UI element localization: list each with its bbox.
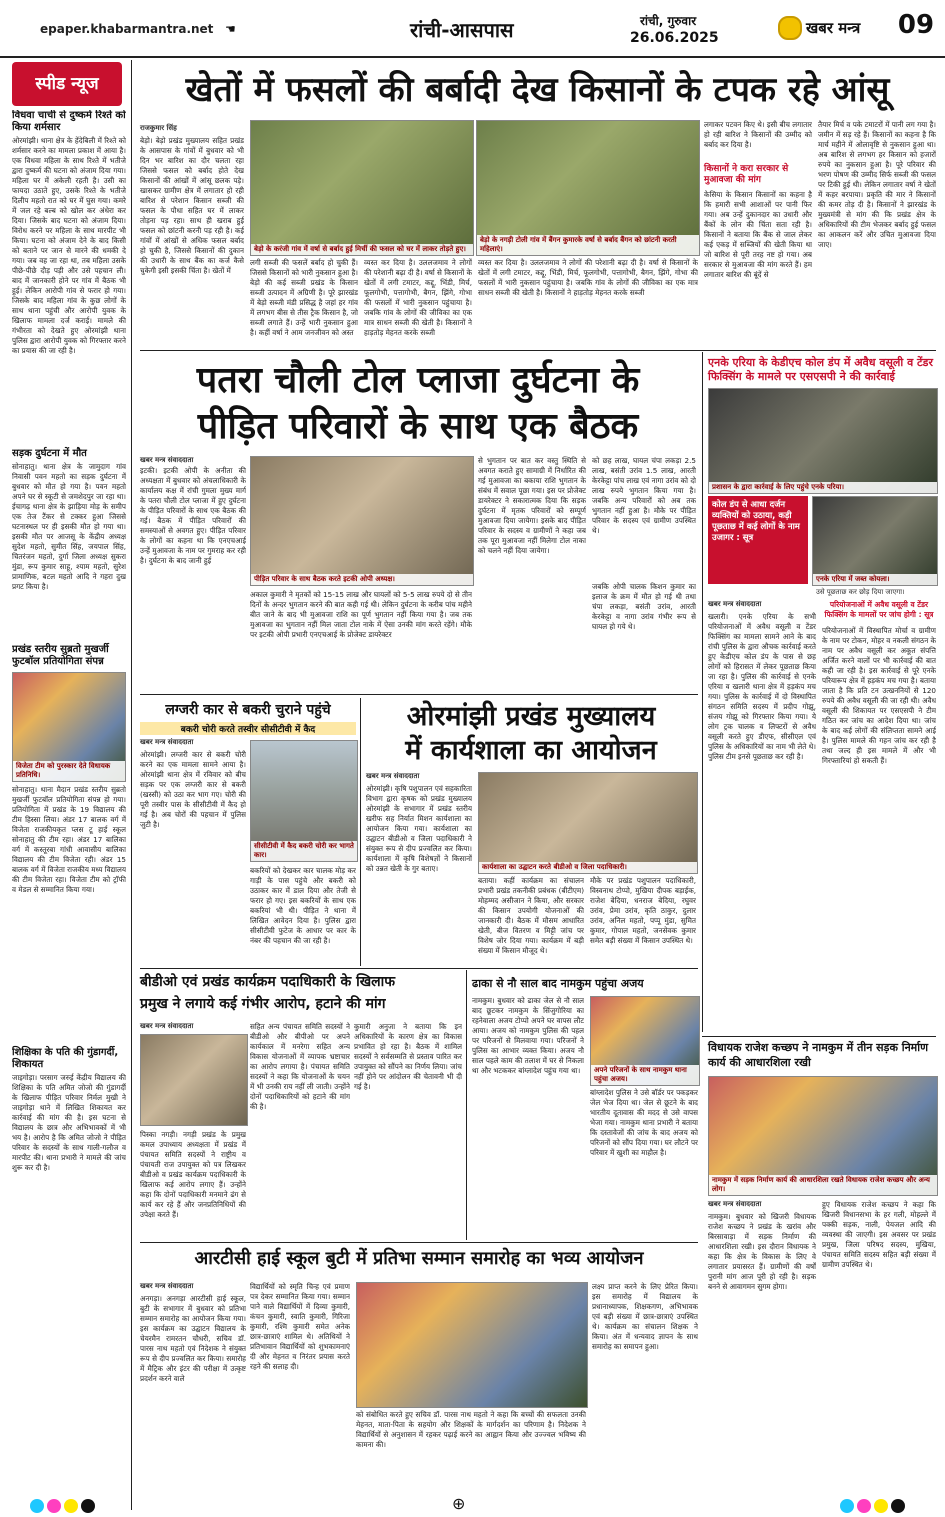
car-col1: ओरमांझी। लग्जरी कार से बकरी चोरी करने का एक मामला सामने आया है। ओरमांझी थाना क्षेत्र में रविवार को बीच सड़क पर एक लग्जरी कार से बकरी (खस्सी) को उठा कर भाग गए। चोरी की पूरी तस्वीर पास के सीसीटीवी में कैद हो गई है। अब चोरों की पहचान में पुलिस जुटी है। <box>140 750 246 829</box>
sidebar-story2-body: सोनाहातु। थाना क्षेत्र के जामुदाग गांव निवासी पवन महतो का सड़क दुर्घटना में बुधवार को मौत हो गया है। पवन महतो अपने घर से स्कूटी से जमशेदपुर जा रहा था। ईचागढ़ थाना क्षेत्र के झाड़िया मोड़ के समीप एक तेज टैंकर से टक्कर हुआ जिससे घटनास्थल पर ही इसकी मौत हो गया था। इसकी मौत पर आजसू के केंद्रीय अध्यक्ष सुदेश महतो, सुमीत सिंह, जयपाल सिंह, चितरंजन महतो, दुर्गा जिला अध्यक्ष सुकरा मुंडा, रूप कुमार साहू, श्याम महतो, सुरेश प्रामाणिक, बटल महतो आदि ने गहरा दुख प्रगट किया है। <box>12 462 126 591</box>
block-office-photo <box>140 1034 248 1126</box>
cctv-photo-caption: सीसीटीवी में कैद बकरी चोरी कर भागते कार। <box>251 841 357 861</box>
school-col4: लक्ष्य प्राप्त करने के लिए प्रेरित किया। इस समारोह में विद्यालय के प्रधानाध्यापक, शिक्षकगण, अभिभावक एवं बड़ी संख्या में छात्र-छात्राएं उपस्थित थे। कार्यक्रम का संचालन शिक्षक ने किया। अंत में धन्यवाद ज्ञापन के साथ समारोह का समापन हुआ। <box>592 1282 698 1351</box>
issue-date: 26.06.2025 <box>630 30 719 46</box>
bdo-headline-line2: प्रमुख ने लगाये कई गंभीर आरोप, हटाने की मांग <box>140 996 386 1012</box>
car-subhead: बकरी चोरी करते तस्वीर सीसीटीवी में कैद <box>140 722 356 735</box>
foundation-photo-caption: नामकुम में सड़क निर्माण कार्य की आधारशिला रखते विधायक राजेश कच्छप और अन्य लोग। <box>709 1175 937 1195</box>
coal-left-rule <box>702 352 703 1032</box>
toll-col4: को छह लाख, घायल चंपा लकड़ा 2.5 लाख, बसंती उरांव 1.5 लाख, आरती केरकेट्टा पांच लाख एवं नागा उरांव को दो लाख रुपये भुगतान किया गया है। जबकि अन्य परिवारों को अब तक भुगतान नहीं हुआ है। मौके पर पीड़ित परिवार के सदस्य एवं ग्रामीण उपस्थित थे। <box>592 456 696 535</box>
toll-headline-line2: पीड़ित परिवारों के साथ एक बैठक <box>197 406 639 447</box>
car-right-rule <box>360 698 361 966</box>
award-ceremony-photo <box>356 1282 588 1408</box>
coal-highlight-box <box>708 496 808 584</box>
brand-name: खबर मन्त्र <box>806 19 861 37</box>
sidebar-story4-body: जाइगोड़ा। परसाग जरुई केंद्रीय विद्यालय की शिक्षिका के पति अमित जोजो की गुंडागर्दी के खिलाफ पीड़ित परिवार निर्मल मुखी ने जाइगोड़ा थाने में लिखित शिकायत कर कार्रवाई की मांग की है। इस घटना से विद्यालय के छात्र और अभिभावकों में भी भय है। आरोप है कि अमित जोजो ने पीड़ित परिवार के सदस्यों के साथ गाली-गलौज व मारपीट की। थाना प्रभारी ने मामले की जांच शुरू कर दी है। <box>12 1073 126 1172</box>
crosshair-icon: ⊕ <box>452 1494 466 1513</box>
car-col2: बकरियों को देखकर कार चालक मोड़ कर गाड़ी के पास पहुंचे और बकरी को उठाकर कार में डाल दिया और तेजी से फरार हो गए। इस बकरियों के साथ एक बकरियां भी थी। पीड़ित ने थाना में लिखित आवेदन दिया है। पुलिस द्वारा सीसीटीवी फुटेज के आधार पर कार के नंबर की पहचान की जा रही है। <box>250 866 356 945</box>
bdo-col2: सहित अन्य पंचायत समिति सदस्यों ने बीडीओ और बीपीओ पर अपने कार्यकाल में मनरेगा सहित अन्य विकास योजनाओं में व्यापक भ्रष्टाचार का आरोप लगाया है। पंचायत समिति सदस्यों ने कहा कि योजनाओं के चयन में भी उनकी राय नहीं ली जाती। उन्होंने दोनों पदाधिकारियों को हटाने की मांग की है। <box>250 1022 350 1111</box>
coal-col1: खलारी। एनके एरिया के सभी परियोजनाओं में अवैध वसूली व टेंडर फिक्सिंग का मामला सामने आने के बाद रांची पुलिस के द्वारा औचक कार्रवाई करते हुए केडीएच कोल डंप के पास से छह लोगों को हिरासत में लेकर पूछताछ किया जा रहा है। पुलिस की कार्रवाई से एनके एरिया व खलारी थाना क्षेत्र में हड़कंप मच गया। पुलिस के कार्रवाई में दो विस्थापित संगठन समिति सदस्य में प्रदीप गोझू, संजय गोझू को गिरफ्तार किया गया। ये लोग ट्रक चालक व लिफ्टरों से अवैध वसूली करते हुए डीएफ, सीसीएल एवं पुलिस के अधिकारियों का नाम भी लेते थे। पुलिस टीम इनसे पूछताछ कर रही है। <box>708 612 816 761</box>
main-story-bottom-rule <box>140 350 936 351</box>
school-byline: खबर मन्त्र संवाददाता <box>140 1282 194 1290</box>
mla-col2: हुए विधायक राजेश कच्छप ने कहा कि खिजरी विधानसभा के हर गली, मोहल्ले में पक्की सड़क, नाली, पेयजल आदि की व्यवस्था की जाएगी। इस अवसर पर प्रखंड प्रमुख, जिला परिषद सदस्य, मुखिया, पंचायत समिति सदस्य सहित बड़ी संख्या में ग्रामीण उपस्थित थे। <box>822 1200 936 1269</box>
mid-rule <box>140 968 698 969</box>
sidebar-story1-body: ओरमांझी। थाना क्षेत्र के हेंदेबिली में रिश्ते को शर्मसार करने का मामला प्रकाश में आया है। एक विधवा महिला के साथ रिश्ते में भतीजे द्वारा दुष्कर्म की घटना को अंजाम दिया गया। महिला घर में अकेली रहती है। उसी का फायदा उठाते हुए, उसके रिश्ते के भतीजे दिलीप महतो रात को घर में घुस गया। कमरे में जल रहे बल्ब को खोल कर अंधेरा कर दिया। जिसके बाद घटना को अंजाम दिया। विरोध करने पर महिला के साथ मारपीट भी किया। घटना को अंजाम देने के बाद किसी को बताने पर जान से मारने की धमकी दे गया। जब वह जा रहा था, तब महिला उसके पीछे-पीछे दौड़ पड़ी और उसे पहचान ली। बाद में जानकारी होने पर गांव में बैठक भी हुई। लेकिन आरोपी गांव से फरार हो गया। जिसके बाद महिला गांव के कुछ लोगों के साथ थाना पहुंची और आरोपी युवक के खिलाफ मामला दर्ज कराई। मामले की गंभीरता को देखते हुए ओरमांझी थाना पुलिस द्वारा आरोपी युवक को गिरफ्तार करने का प्रयास की जा रही है। <box>12 136 126 355</box>
toll-col2: अकाल कुमारी ने मृतकों को 15-15 लाख और घायलों को 5-5 लाख रुपये दो से तीन दिनों के अन्दर भुगतान करने की बात कही गई थी। लेकिन दुर्घटना के करीब पांच महीने बीत जाने के बाद भी मुआवजा राशि का पूर्ण भुगतान नहीं किया गया है। जब तक मुआवजा का भुगतान नहीं मिल जाता टोल नाके में ऐसा उनकी मांग करते रहेंगे। मौके पर इटकी ओपी प्रभारी एनएचआई के प्रोजेक्ट डायरेक्टर <box>250 590 472 639</box>
sidebar-story2-headline: सड़क दुर्घटना में मौत <box>12 448 87 459</box>
color-dots-left <box>30 1498 98 1517</box>
sidebar <box>12 110 126 1505</box>
police-vehicles-photo <box>708 388 938 494</box>
main-col4-subhead: किसानों ने करा सरकार से मुआवजा की मांग <box>704 164 789 185</box>
sidebar-divider <box>131 60 132 1510</box>
cctv-car-photo <box>250 740 358 862</box>
car-byline: खबर मन्त्र संवाददाता <box>140 738 194 746</box>
issue-day: रांची, गुरुवार <box>640 14 697 28</box>
brinjal-sorting-photo <box>476 120 700 256</box>
workshop-col3: मौके पर प्रखंड पशुपालन पदाधिकारी, विस्वनाथ टोप्पो, मुखिया दीपक बड़ाईक, राजेश बेदिया, धनराज बेदिया, रघुवर उरांव, प्रेमा उरांव, कृति ठाकुर, दुलार उरांव, अनिल महतो, पप्पू मुंडा, सुमित कुमार, गोपाल महतो, जनसेवक कुमार समेत बड़ी संख्या में किसान उपस्थित थे। <box>590 876 696 945</box>
chili-farm-photo <box>250 120 474 256</box>
ajay-col2: बांग्लादेश पुलिस ने उसे बॉर्डर पर पकड़कर जेल भेज दिया था। जेल से छूटने के बाद भारतीय दूतावास की मदद से उसे वापस भेजा गया। नामकुम थाना प्रभारी ने बताया कि दस्तावेजों की जांच के बाद अजय को परिजनों को सौंप दिया गया। घर लौटने पर परिवार में खुशी का माहौल है। <box>590 1088 698 1157</box>
toll-meeting-photo <box>250 456 474 586</box>
toll-bottom-rule <box>140 694 698 695</box>
footer-registration-marks <box>0 1494 945 1516</box>
coal-col2: परियोजनाओं में विस्थापित मोर्चा व ग्रामीण के नाम पर टोकन, मोहर व नकली संगठन के नाम पर अवैध वसूली कर अकूत संपत्ति अर्जित करने वालों पर भी कार्रवाई की बात कही जा रही है। इस कार्रवाई से पूरे एनके परियारूप क्षेत्र में हड़कंप मच गया है। बताया जाता है कि प्रति टन उत्खननियों से 120 रुपये की अवैध वसूली की जा रही थी। अवैध वसूली की शिकायत पर एसएसपी ने टीम गठित कर जांच का आदेश दिया था। जांच के बाद कई लोगों की संलिप्तता सामने आई है। पुलिस मामले की गहन जांच कर रही है तथा जल्द ही इस मामले में और भी गिरफ्तारियां हो सकती हैं। <box>822 626 936 765</box>
main-col4: लगाकर पटवन किए थे। इसी बीच लगातार हो रही बारिश ने किसानों की उम्मीद को बर्बाद कर दिया है। <box>704 120 812 149</box>
toll-col5: जबकि ओपी चालक किशन कुमार का इलाज के क्रम में मौत हो गई थी तथा चंपा लकड़ा, बसंती उरांव, आरती केरकेट्टा व नागा उरांव गंभीर रूप से घायल हो गये थे। <box>592 582 696 631</box>
car-headline: लग्जरी कार से बकरी चुराने पहुंचे <box>165 702 331 718</box>
main-col5: तैयार मिर्च व पके टमाटरों में पानी लग गया है। जमीन में सड़ रहे हैं। किसानों का कहना है कि मार्च महीने में ओलावृष्टि से नुकसान हुआ था। अब बारिश से लगभग हर किसान को हजारों रुपये का नुकसान हुआ है। पूरे परिवार की भरण पोषण की उम्मीद सिर्फ सब्जी की फसल पर टिकी हुई थी। लेकिन लगातार वर्षा ने खेतों में कहर बरपाया। प्रकृति की मार ने किसानों की कमर तोड़ दी है। किसानों ने झारखंड के मुख्यमंत्री से मांग की कि प्रखंड क्षेत्र के अधिकारियों की टीम भेजकर बर्बाद हुई फसल का आकलन करें और उचित मुआवजा दिया जाए। <box>818 120 936 249</box>
toll-byline: खबर मन्त्र संवाददाता <box>140 456 194 464</box>
police-photo-caption: प्रशासन के द्वारा कार्रवाई के लिए पहुंचे एनके परिया। <box>709 482 937 493</box>
coal-byline: खबर मन्त्र संवाददाता <box>708 600 762 608</box>
sidebar-story1-headline: विधवा चाची से दुष्कर्म रिश्ते को किया शर्मसार <box>12 110 126 133</box>
workshop-headline-line1: ओरमांझी प्रखंड मुख्यालय <box>406 701 656 732</box>
coal-heap-caption: एनके एरिया में जब्त कोयला। <box>813 574 937 585</box>
bdo-col1: पिस्का नगड़ी। नगड़ी प्रखंड के प्रमुख कमल उपाध्याय अध्यक्षता में प्रखंड में पंचायत समिति सदस्यों ने राष्ट्रीय व पंचायती राज उपायुक्त को पत्र लिखकर बीडीओ व प्रखंड कार्यक्रम पदाधिकारी के खिलाफ कई आरोप लगाए हैं। उन्होंने कहा कि दोनों पदाधिकारी मनमाने ढंग से कार्य कर रहे हैं और जनप्रतिनिधियों की उपेक्षा करते हैं। <box>140 1130 246 1219</box>
workshop-col1: ओरमांझी। कृषि पशुपालन एवं सहकारिता विभाग द्वारा कृषक को प्रखंड मुख्यालय ओरमांझी के सभागार में प्रखंड स्तरीय खरीफ सह निर्यात मिशन कार्यशाला का आयोजन किया गया। कार्यशाला का उद्घाटन बीडीओ व जिला पदाधिकारी ने संयुक्त रूप से दीप प्रज्वलित कर किया। कार्यशाला में कृषि विशेषज्ञों ने किसानों को उन्नत खेती के गुर बताए। <box>366 784 472 873</box>
school-col1: अनगड़ा। अनगड़ा आरटीसी हाई स्कूल, बुटी के सभागार में बुधवार को प्रतिभा सम्मान समारोह का आयोजन किया गया। इस कार्यक्रम का उद्घाटन विद्यालय के चेयरमैन रामरतन चौधरी, सचिव डॉ. पारस नाथ महतो एवं निदेशक ने संयुक्त रूप से दीप प्रज्वलित कर किया। समारोह में मैट्रिक और इंटर की परीक्षा में उत्कृष्ट प्रदर्शन करने वाले <box>140 1294 246 1383</box>
sidebar-story3-body: सोनाहातु। थाना मैदान प्रखंड स्तरीय सुब्रतो मुखर्जी फुटबॉल प्रतियोगिता संपन्न हो गया। प्रतियोगिता में प्रखंड के 19 विद्यालय की टीम हिस्सा लिया। अंडर 17 बालक वर्ग में विजेता राजकीयकृत प्लस टू हाई स्कूल सोनाहातु की टीम रहा। अंडर 17 बालिका वर्ग में कस्तूरबा गांधी आवासीय बालिका विद्यालय की टीम विजेता रही। अंडर 15 बालक वर्ग में विजेता राजकीय मध्य विद्यालय की टीम विजेता रहा। विजेता टीम को ट्रॉफी व मेडल से सम्मानित किया गया। <box>12 785 126 894</box>
main-col3b: व्यस्त कर दिया है। उललजमाव ने लोगों की परेशानी बढ़ा दी है। वर्षा से किसानों के खेतों में लगी टमाटर, कद्दू, भिंडी, मिर्च, फूलगोभी, पत्तागोभी, बैगन, झिंगे, गोभा की फसलों में भारी नुकसान पहुंचाया है। जबकि गांव के लोगों की जीविका का एक मात्र साधन सब्जी की खेती है। किसानों ने हाड़तोड़ मेहनत करके सब्जी <box>478 258 698 297</box>
ajay-col1: नामकुम। बुधवार को ढाका जेल से नौ साल बाद छूटकर नामकुम के सिंजुगोरिया का रहनेवाला अजय टोप्पो अपने घर वापस लौट आया। अजय को नामकुम पुलिस की पहल पर परिजनों से मिलवाया गया। परिजनों ने पुलिस का आभार व्यक्त किया। अजय नौ साल पहले काम की तलाश में घर से निकला था और भटककर बांग्लादेश पहुंच गया था। <box>472 996 584 1075</box>
coal-heap-photo <box>812 496 938 586</box>
school-headline: आरटीसी हाई स्कूल बुटी में प्रतिभा सम्मान समारोह का भव्य आयोजन <box>194 1248 644 1269</box>
toll-col1: इटकी। इटकी ओपी के अनीता की अध्यक्षता में बुधवार को अंचलाधिकारी के कार्यालय कक्ष में रांची गुमला मुख्य मार्ग के पतरा चौली टोल प्लाजा में हुए दुर्घटना के पीड़ित परिवारों के साथ एक बैठक की गई। बैठक में पीड़ित परिवारों की समस्याओं से अवगत हुए। पीड़ित परिवार के लोगों का कहना था कि एनएचआई उन्हें मुआवजा के नाम पर गुमराह कर रही है। दुर्घटना के बाद जानी हुई <box>140 466 246 565</box>
color-dots-right <box>840 1498 908 1517</box>
main-col2: लगी सब्जी की फसलें बर्बाद हो चुकी हैं। जिससे किसानों को भारी नुकसान हुआ है। बेड़ो की कई सब्जी प्रखंड के किसान सब्जी उत्पादन में अग्रिणी है। पूरे झारखंड में बेड़ो सब्जी मंडी प्रसिद्ध है जहां हर गांव में लगभग बीस से तीस ट्रैक किसान है, जो सब्जी लगाते हैं। उन्हें भारी नुकसान हुआ है। कहीं वर्षा ने आम जनजीवन को अस्त <box>250 258 358 337</box>
mla-byline: खबर मन्त्र संवाददाता <box>708 1200 762 1208</box>
site-url[interactable]: epaper.khabarmantra.net <box>40 22 214 36</box>
coal-headline: एनके एरिया के केडीएच कोल डंप में अवैध वसूली व टेंडर फिक्सिंग के मामले पर एसएसपी ने की कार्रवाई <box>708 356 933 383</box>
sidebar-story4-headline: शिक्षिका के पति की गुंडागर्दी, शिकायत <box>12 1047 119 1070</box>
ajay-left-rule <box>466 970 467 1240</box>
main-col4b: केसिया के किसान किसानों का कहना है कि हमारी सभी आशाओं पर पानी फिर गया। अब उन्हें दुकानदार का उधारी और बैंकों के लोन की चिंता सता रही है। किसानों ने बताया कि बैंक से जाल लेकर कई एकड़ में सब्जियों की खेती किया था जो बारिश से पूरी तरह नष्ट हो गया। अब सरकार से मुआवजा की मांग करते हैं। हम लगातार बारिश की बूंदें से <box>704 190 812 279</box>
foundation-stone-photo <box>708 1076 938 1196</box>
school-top-rule <box>140 1242 698 1243</box>
workshop-headline-line2: में कार्यशाला का आयोजन <box>405 735 657 766</box>
ajay-photo-caption: अपने परिजनों के साथ नामकुम थाना पहुंचा अजय। <box>591 1065 699 1085</box>
football-team-photo <box>12 672 126 782</box>
brand-sun-icon <box>778 16 802 40</box>
section-name: रांची-आसपास <box>410 18 514 42</box>
school-col2: विद्यार्थियों को स्मृति चिन्ह एवं प्रमाण पत्र देकर सम्मानित किया गया। सम्मान पाने वाले विद्यार्थियों में दिव्या कुमारी, कंचन कुमारी, स्वाति कुमारी, गिरिजा कुमारी, रश्मि कुमारी समेत अनेक छात्र-छात्राएं शामिल थे। अतिथियों ने प्रतिभावान विद्यार्थियों को शुभकामनाएं दी और मेहनत व निरंतर प्रयास करते रहने की सलाह दी। <box>250 1282 350 1371</box>
sidebar-story3-headline: प्रखंड स्तरीय सुब्रतो मुखर्जी फुटबॉल प्रतियोगिता संपन्न <box>12 644 109 667</box>
football-photo-caption: विजेता टीम को पुरस्कार देते विधायक प्रतिनिधि। <box>13 761 125 781</box>
ajay-family-photo <box>590 996 700 1086</box>
main-byline: राजकुमार सिंह <box>140 124 177 132</box>
coal-subhead: परियोजनाओं में अवैध वसूली व टेंडर फिक्सिंग के मामलों पर जांच होगी : सूत्र <box>824 600 934 619</box>
brinjal-photo-caption: बेड़ो के नगड़ी टोली गांव में बैंगन कुमारके वर्षा से बर्बाद बैंगन को छांटनी करती महिलाएं। <box>477 235 699 255</box>
mla-top-rule <box>702 1036 936 1037</box>
chili-photo-caption: बेड़ो के करंजी गांव में वर्षा से बर्बाद हुई मिर्ची की फसल को घर में लाकर तोड़ते हुए। <box>251 244 473 255</box>
coal-highlight-text: कोल डंप से आधा दर्जन व्यक्तियों को उठाया, कड़ी पूछताछ में कई लोगों के नाम उजागर : सूत्र <box>712 500 800 543</box>
bdo-headline-line1: बीडीओ एवं प्रखंड कार्यक्रम पदाधिकारी के खिलाफ <box>140 974 396 990</box>
mla-headline: विधायक राजेश कच्छप ने नामकुम में तीन सड़क निर्माण कार्य की आधारशिला रखी <box>708 1041 929 1069</box>
page-number: 09 <box>897 10 935 40</box>
speed-news-label: स्पीड न्यूज <box>35 74 99 94</box>
bdo-col3: कुमारी अनुजा ने बताया कि इन अधिकारियों के कारण क्षेत्र का विकास प्रभावित हो रहा है। बैठक में शामिल सदस्यों ने सर्वसम्मति से प्रस्ताव पारित कर उपायुक्त को सौंपने का निर्णय लिया। जांच नहीं होने पर आंदोलन की चेतावनी भी दी गई है। <box>354 1022 462 1091</box>
masthead <box>0 0 945 58</box>
ajay-headline: ढाका से नौ साल बाद नामकुम पहुंचा अजय <box>472 977 644 990</box>
workshop-photo-caption: कार्यशाला का उद्घाटन करते बीडीओ व जिला पदाधिकारी। <box>479 862 697 873</box>
workshop-photo <box>478 772 698 874</box>
coal-small-caption: उसे पूछताछ कर छोड़ दिया जाएगा। <box>816 588 905 596</box>
brand-logo <box>778 10 896 46</box>
speed-news-banner <box>12 62 122 106</box>
toll-headline-line1: पतरा चौली टोल प्लाजा दुर्घटना के <box>196 360 640 401</box>
workshop-byline: खबर मन्त्र संवाददाता <box>366 772 420 780</box>
bdo-byline: खबर मन्त्र संवाददाता <box>140 1022 194 1030</box>
school-col3: को संबोधित करते हुए सचिव डॉ. पारस नाथ महतो ने कहा कि बच्चों की सफलता उनकी मेहनत, माता-पिता के सहयोग और शिक्षकों के मार्गदर्शन का परिणाम है। निदेशक ने विद्यार्थियों से अनुशासन में रहकर पढ़ाई करने का आह्वान किया और उज्ज्वल भविष्य की कामना की। <box>356 1410 586 1449</box>
cursor-icon: ☚ <box>225 22 236 36</box>
toll-col3: से भुगतान पर बात कर वस्तु स्थिति से अवगत कराते हुए सामाग्री में निर्धारित की गई मुआवजा का बकाया राशि भुगतान के संबंध में सवाल पूछा गया। इस पर प्रोजेक्ट डायरेक्टर ने सकारात्मक दिया कि सड़क दुर्घटना में मृतक परिवारों को सम्पूर्ण मुआवजा दिया जायेगा। इसके बाद पीड़ित परिवार के सदस्य व ग्रामीणों ने कहा जब तक पूरा मुआवजा नहीं मिलेगा टोल नाका को चलने नहीं दिया जायेगा। <box>478 456 586 555</box>
main-headline: खेतों में फसलों की बर्बादी देख किसानों के टपक रहे आंसू <box>185 70 890 110</box>
workshop-col2: बताया। कहीं कार्यक्रम का संचालन प्रभारी प्रखंड तकनीकी प्रबंधक (बीटीएम) मोहम्मद असीजान ने किया, और सरकार की किसान उपयोगी योजनाओं की जानकारी दी। बैठक में मौसम आधारित खेती, बीज वितरण व मिट्टी जांच पर विशेष जोर दिया गया। कार्यक्रम में बड़ी संख्या में किसान मौजूद थे। <box>478 876 584 955</box>
main-col3: व्यस्त कर दिया है। उललजमाव ने लोगों की परेशानी बढ़ा दी है। वर्षा से किसानों के खेतों में लगी टमाटर, कद्दू, भिंडी, मिर्च, फूलगोभी, पत्तागोभी, बैगन, झिंगे, गोभा की फसलों में भारी नुकसान पहुंचाया है। जबकि गांव के लोगों की जीविका का एक मात्र साधन सब्जी की खेती है। किसानों ने हाड़तोड़ मेहनत करके सब्जी <box>364 258 472 337</box>
main-col1: बेड़ो। बेड़ो प्रखंड मुख्यालय सहित प्रखंड के आसपास के गांवों में बुधवार को भी दिन भर बारिश का दौर चलता रहा जिससे फसल को बर्बाद होते देख किसानों की आंखों में आंसू छलक पड़े। खासकर ग्रामीण क्षेत्र में लगातार हो रही बारिश से परेशान किसान सब्जी की फसल के पौधा सहित घर में लाकर तोड़ना पड़ रहा। साथ ही खराब हुई फसल को छांटनी करनी पड़ रही है। कई गांवों में आंखों से अधिक फसल बर्बाद हो चुकी है, जिससे किसानों की दुकान की उधारी के साथ बैंक का कर्ज कैसे चुकेगी इसी इसकी चिंता है। खेतों में <box>140 136 244 275</box>
toll-photo-caption: पीड़ित परिवार के साथ बैठक करते इटकी ओपी अध्यक्ष। <box>251 574 473 585</box>
mla-col1: नामकुम। बुधवार को खिजरी विधायक राजेश कच्छप ने प्रखंड के खरांव और बिरसावाड़ा में सड़क निर्माण की आधारशिला रखी। इस दौरान विधायक ने कहा कि क्षेत्र के विकास के लिए वे लगातार प्रयासरत हैं। ग्रामीणों की वर्षों पुरानी मांग आज पूरी हो रही है। सड़क बनने से आवागमन सुगम होगा। <box>708 1212 816 1291</box>
